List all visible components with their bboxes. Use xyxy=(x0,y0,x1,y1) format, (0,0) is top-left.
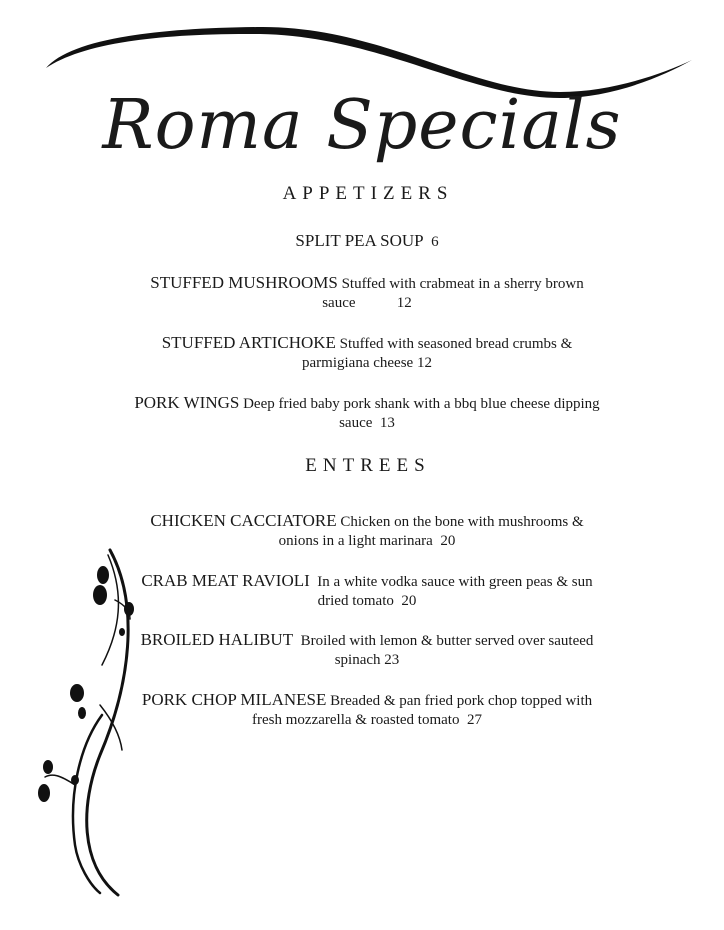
item-name: CHICKEN CACCIATORE xyxy=(150,511,337,530)
item-price: 20 xyxy=(440,533,456,549)
item-description: In a white vodka sauce with green peas & sun dried tomato xyxy=(317,574,593,609)
item-price: 20 xyxy=(401,593,417,609)
item-price: 12 xyxy=(396,295,412,311)
menu-title: Roma Specials xyxy=(102,86,622,165)
item-description: Chicken on the bone with mushrooms & onions in a light marinara xyxy=(278,514,584,549)
item-description: Breaded & pan fried pork chop topped with fresh mozzarella & roasted tomato xyxy=(252,693,593,728)
item-name: SPLIT PEA SOUP xyxy=(295,231,424,250)
menu-item-crab-meat-ravioli xyxy=(130,571,604,611)
menu-item-split-pea-soup xyxy=(130,231,604,252)
entrees-heading: ENTREES xyxy=(305,455,431,476)
item-name: CRAB MEAT RAVIOLI xyxy=(141,571,310,590)
menu-item-pork-wings xyxy=(130,393,604,433)
item-name: BROILED HALIBUT xyxy=(140,630,294,649)
item-name: STUFFED ARTICHOKE xyxy=(161,333,336,352)
item-price: 27 xyxy=(466,712,482,728)
item-price: 23 xyxy=(384,652,400,668)
item-description: Stuffed with seasoned bread crumbs & parmigiana cheese xyxy=(302,336,573,371)
menu-item-broiled-halibut xyxy=(130,630,604,670)
decorative-vine xyxy=(30,545,140,905)
item-description: Deep fried baby pork shank with a bbq blue cheese dipping sauce xyxy=(243,396,600,431)
item-name: STUFFED MUSHROOMS xyxy=(150,273,338,292)
appetizers-heading: APPETIZERS xyxy=(282,183,454,204)
menu-item-chicken-cacciatore xyxy=(130,511,604,551)
menu-item-pork-chop-milanese xyxy=(130,690,604,730)
menu-item-stuffed-mushrooms xyxy=(130,273,604,313)
item-price: 6 xyxy=(431,234,439,250)
item-price: 13 xyxy=(379,415,395,431)
item-description: Stuffed with crabmeat in a sherry brown sauce xyxy=(322,276,584,311)
item-price: 12 xyxy=(416,355,432,371)
menu-item-stuffed-artichoke xyxy=(130,333,604,373)
item-name: PORK CHOP MILANESE xyxy=(141,690,327,709)
item-description: Broiled with lemon & butter served over sauteed spinach xyxy=(300,633,594,668)
item-name: PORK WINGS xyxy=(134,393,240,412)
